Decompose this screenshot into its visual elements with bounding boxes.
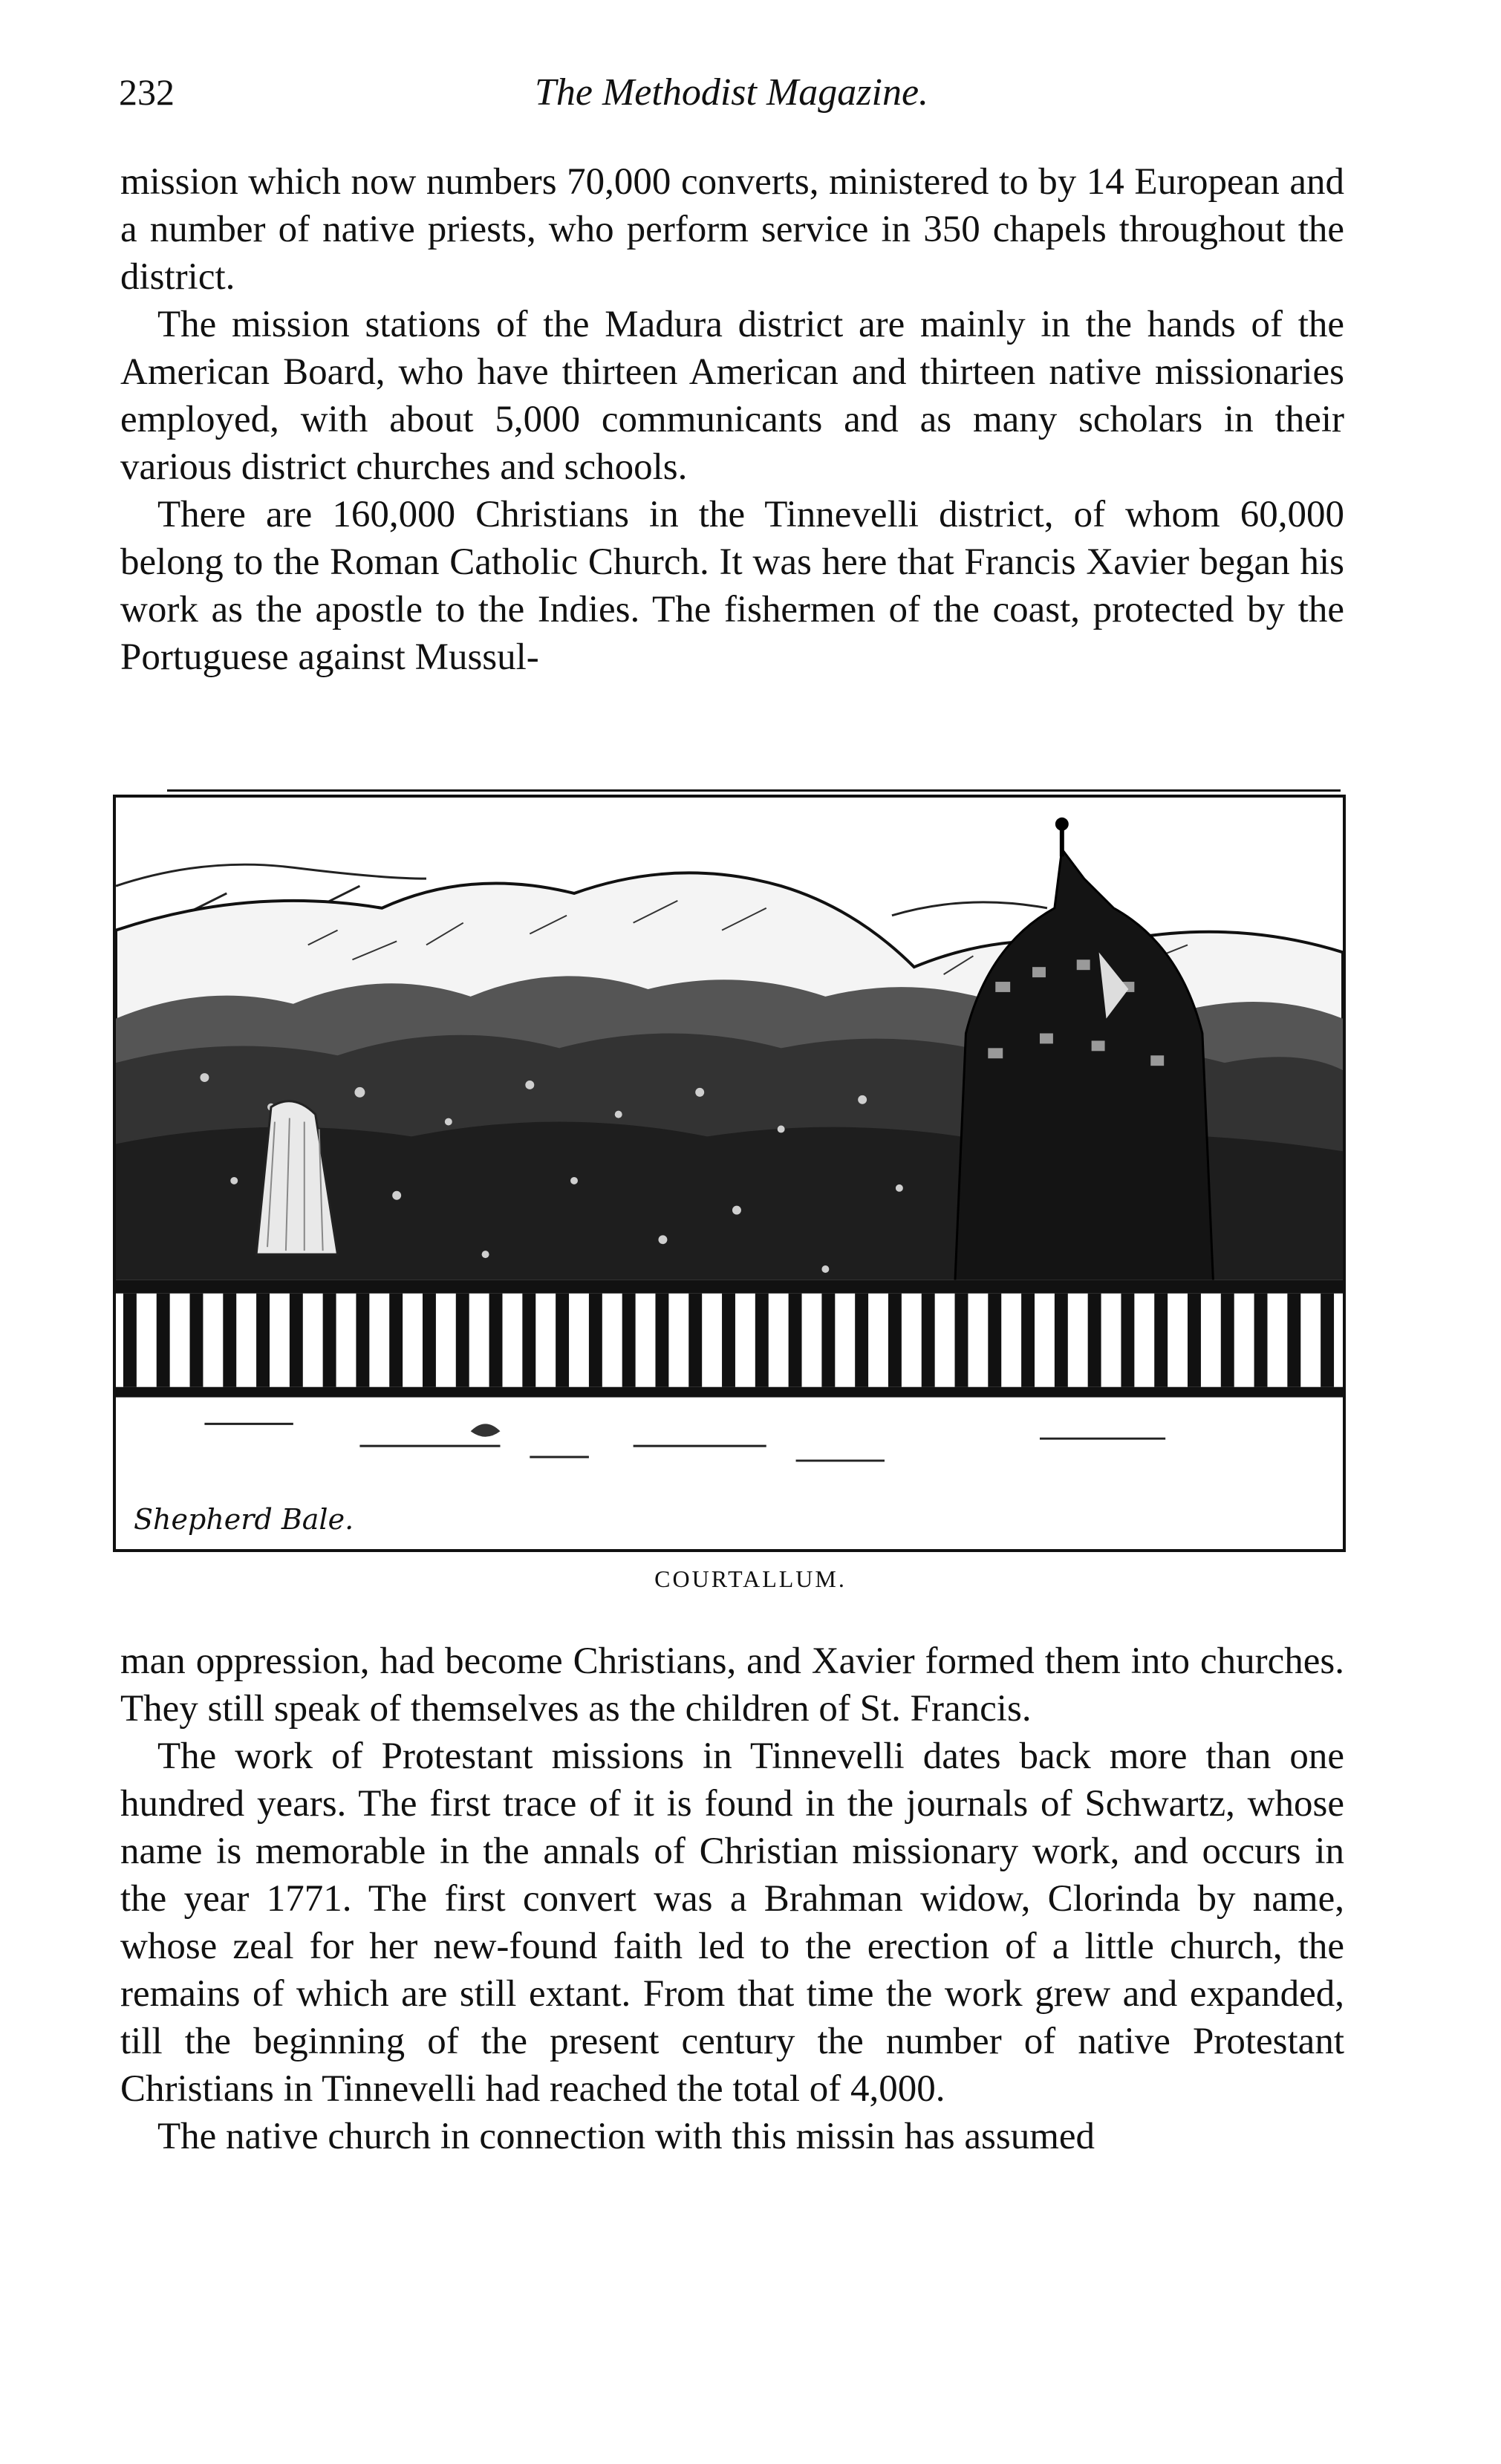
courtallum-illustration (113, 795, 1346, 1552)
text-block-bottom (120, 1637, 1344, 2160)
figure-caption: COURTALLUM. (654, 1565, 847, 1592)
artist-signature: Shepherd Bale. (134, 1503, 354, 1536)
paragraph: The work of Protestant missions in Tinnevelli dates back more than one hundred years. The first trace of it is found in the journals of Schwartz, whose name is memorable in the annals of Christian missionary work, and occurs in the year 1771. The first convert was a Brahman widow, Clorinda by name, whose zeal for her new-found faith led to the erection of a little church, the remains of which are still extant. From that time the work grew and expanded, till the beginning of the present century the number of native Protestant Christians in Tinnevelli had reached the total of 4,000. (120, 1735, 1344, 2110)
paragraph: mission which now numbers 70,000 converts, ministered to by 14 European and a number of native priests, who perform service in 350 chapels throughout the district. (120, 161, 1344, 298)
paragraph: The native church in connection with this missin has assumed (157, 2116, 1095, 2157)
paragraph: man oppression, had become Christians, and Xavier formed them into churches. They still speak of themselves as the children of St. Francis. (120, 1640, 1344, 1730)
page-header (119, 71, 1344, 123)
running-title: The Methodist Magazine. (534, 71, 929, 114)
page-number: 232 (119, 71, 175, 113)
engraving-drawing (116, 798, 1343, 1549)
paragraph: There are 160,000 Christians in the Tinnevelli district, of whom 60,000 belong to the Roman Catholic Church. It was here that Francis Xavier began his work as the apostle to the Indies. The fishermen of the coast, protected by the Portuguese against Mussul- (120, 494, 1344, 678)
text-block-top (120, 158, 1344, 681)
figure-top-rule (167, 789, 1341, 792)
paragraph: The mission stations of the Madura district are mainly in the hands of the American Board, who have thirteen American and thirteen native missionaries employed, with about 5,000 communicants and as many scholars in their various district churches and schools. (120, 304, 1344, 488)
